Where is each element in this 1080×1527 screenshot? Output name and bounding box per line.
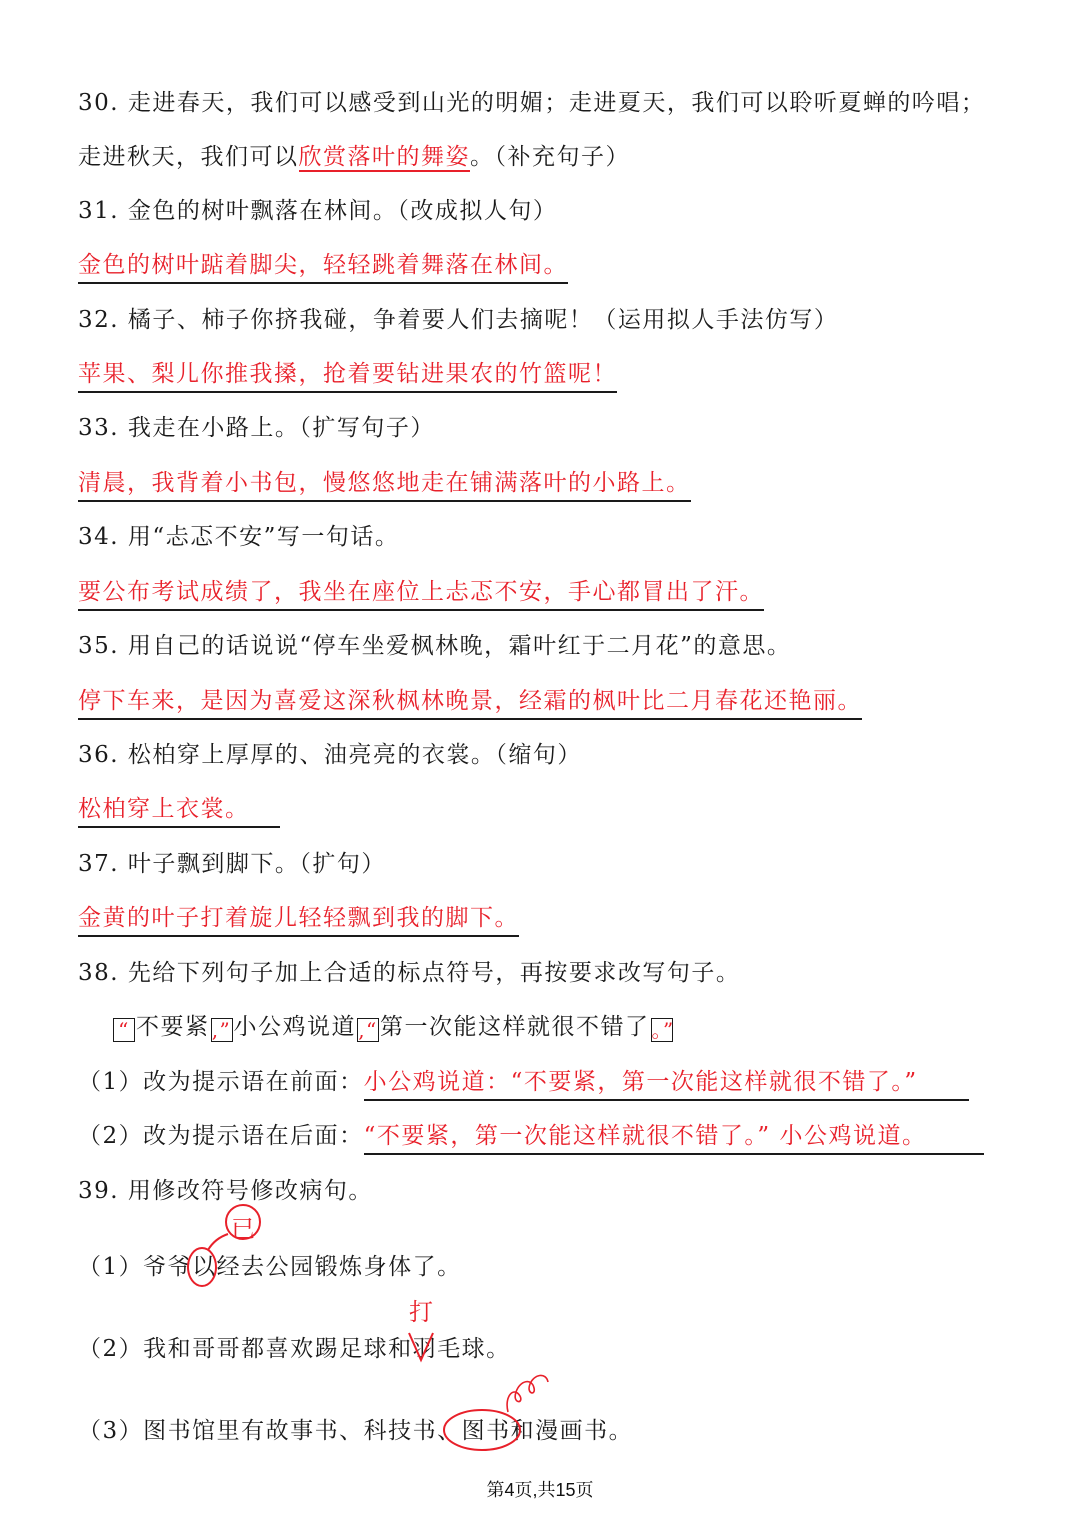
q39-s3-pre: （3）图书馆里有故事书、科技书: [78, 1418, 438, 1444]
q38-question: 38. 先给下列句子加上合适的标点符号，再按要求改写句子。: [78, 960, 741, 986]
q38-seg3: 第一次能这样就很不错了: [380, 1014, 650, 1040]
q30-pre: 走进秋天，我们可以: [78, 144, 299, 170]
q34-answer: 要公布考试成绩了，我坐在座位上忐忑不安，手心都冒出了汗。: [78, 577, 764, 611]
q39-s2-pre: （2）我和哥哥都喜欢踢足球和: [78, 1336, 413, 1362]
q35-question: 35. 用自己的话说说“停车坐爱枫林晚，霜叶红于二月花”的意思。: [78, 633, 792, 659]
q39-s2-caret: [409, 1333, 433, 1360]
q39-s1-fix-circle: [226, 1205, 260, 1239]
q38-sub2-answer: “不要紧，第一次能这样就很不错了。” 小公鸡说道。: [364, 1121, 984, 1155]
q39-s2-post: 羽毛球。: [412, 1336, 511, 1362]
q39-question: 39. 用修改符号修改病句。: [78, 1178, 373, 1204]
q30-line1: 30. 走进春天，我们可以感受到山光的明媚；走进夏天，我们可以聆听夏蝉的吟唱；: [78, 90, 986, 116]
q39-s1-post: 经去公园锻炼身体了。: [216, 1254, 462, 1280]
q39-s2-insert: 打: [409, 1298, 433, 1326]
q38-seg2: 小公鸡说道: [233, 1014, 356, 1040]
q39-s3-del: 、图书: [437, 1418, 511, 1444]
q37-question: 37. 叶子飘到脚下。（扩句）: [78, 851, 386, 877]
q39-s3-post: 和漫画书。: [510, 1418, 634, 1444]
q32-answer: 苹果、梨儿你推我搡，抢着要钻进果农的竹篮呢！: [78, 359, 617, 393]
q38-sub1-answer: 小公鸡说道：“不要紧，第一次能这样就很不错了。”: [364, 1067, 969, 1101]
q39-s1-circle: [188, 1248, 216, 1286]
q39-s3-delete-mark: [507, 1375, 548, 1412]
q38-seg1: 不要紧: [136, 1014, 210, 1040]
q38-box4: 。”: [651, 1018, 675, 1042]
q36-question: 36. 松柏穿上厚厚的、油亮亮的衣裳。（缩句）: [78, 742, 582, 768]
q39-s1-wrong: 以: [192, 1254, 217, 1280]
q35-answer: 停下车来，是因为喜爱这深秋枫林晚景，经霜的枫叶比二月春花还艳丽。: [78, 686, 862, 720]
q38-box3: ,“: [358, 1018, 378, 1042]
q38-box1: “: [113, 1018, 135, 1042]
q30-answer: 欣赏落叶的舞姿: [298, 144, 470, 170]
q36-answer: 松柏穿上衣裳。: [78, 794, 280, 828]
q30-post: 。（补充句子）: [470, 144, 630, 170]
q33-question: 33. 我走在小路上。（扩写句子）: [78, 415, 435, 441]
q38-box2: ,”: [211, 1018, 232, 1042]
q31-answer: 金色的树叶踮着脚尖，轻轻跳着舞落在林间。: [78, 250, 568, 284]
q39-s1-fix: 已: [231, 1215, 255, 1243]
q39-s1-connector: [208, 1234, 228, 1250]
page-footer: 第4页,共15页: [486, 1480, 594, 1500]
q38-sub2-label: （2）改为提示语在后面：: [78, 1123, 364, 1149]
q38-sub1-label: （1）改为提示语在前面：: [78, 1069, 364, 1095]
q31-question: 31. 金色的树叶飘落在林间。（改成拟人句）: [78, 198, 558, 224]
q34-question: 34. 用“忐忑不安”写一句话。: [78, 524, 400, 550]
q32-question: 32. 橘子、柿子你挤我碰，争着要人们去摘呢！（运用拟人手法仿写）: [78, 307, 839, 333]
q39-s1-pre: （1）爷爷: [78, 1254, 193, 1280]
q39-s3-circle: [444, 1410, 520, 1450]
q37-answer: 金黄的叶子打着旋儿轻轻飘到我的脚下。: [78, 903, 519, 937]
q33-answer: 清晨，我背着小书包，慢悠悠地走在铺满落叶的小路上。: [78, 468, 691, 502]
